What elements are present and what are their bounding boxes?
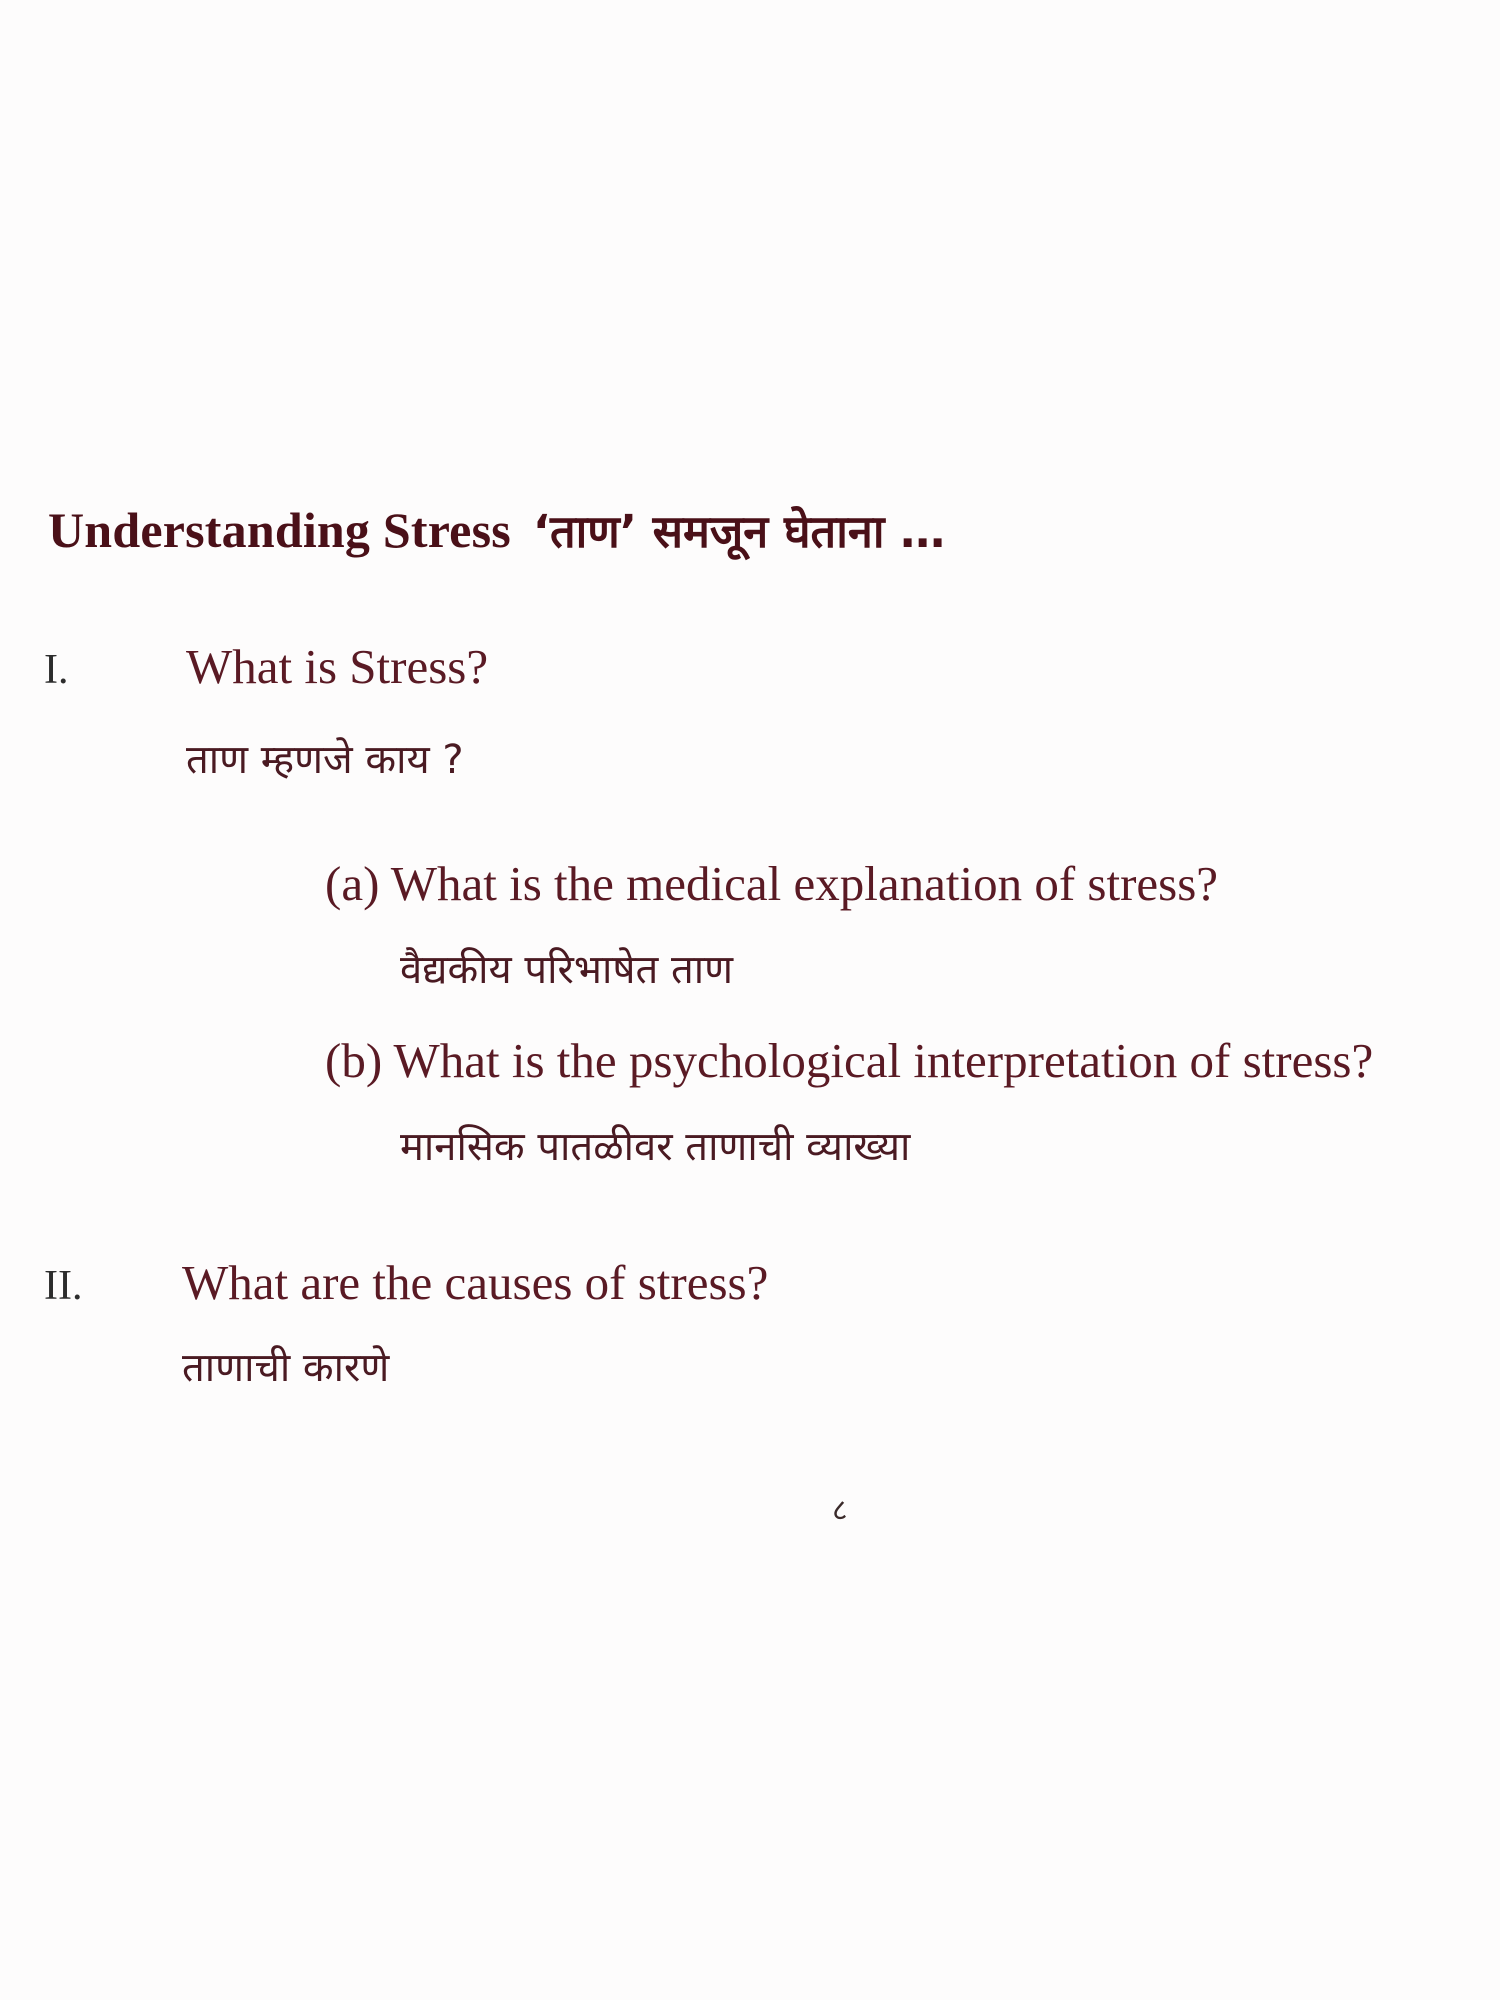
subquestion-b: [325, 1032, 1373, 1089]
section-numeral-2: II.: [44, 1263, 83, 1309]
question-what-is-stress-marathi: ताण म्हणजे काय ?: [186, 737, 464, 783]
subquestion-a: [325, 855, 1218, 912]
subquestion-b-label: (b): [325, 1033, 383, 1088]
question-causes-of-stress-marathi: ताणाची कारणे: [182, 1345, 390, 1391]
subquestion-b-text: What is the psychological interpretation of stress?: [393, 1033, 1374, 1088]
page-number: ८: [832, 1493, 848, 1528]
question-what-is-stress: What is Stress?: [186, 639, 489, 694]
subquestion-a-text: What is the medical explanation of stress?: [390, 856, 1219, 911]
page-heading: [48, 500, 945, 561]
question-causes-of-stress: What are the causes of stress?: [182, 1255, 769, 1310]
subquestion-b-marathi: मानसिक पातळीवर ताणाची व्याख्या: [400, 1124, 911, 1170]
section-numeral-1: I.: [44, 647, 69, 693]
subquestion-a-label: (a): [325, 856, 380, 911]
heading-marathi: ‘ताण’ समजून घेताना …: [532, 505, 946, 558]
heading-english: Understanding Stress: [48, 502, 511, 558]
subquestion-a-marathi: वैद्यकीय परिभाषेत ताण: [400, 947, 734, 993]
